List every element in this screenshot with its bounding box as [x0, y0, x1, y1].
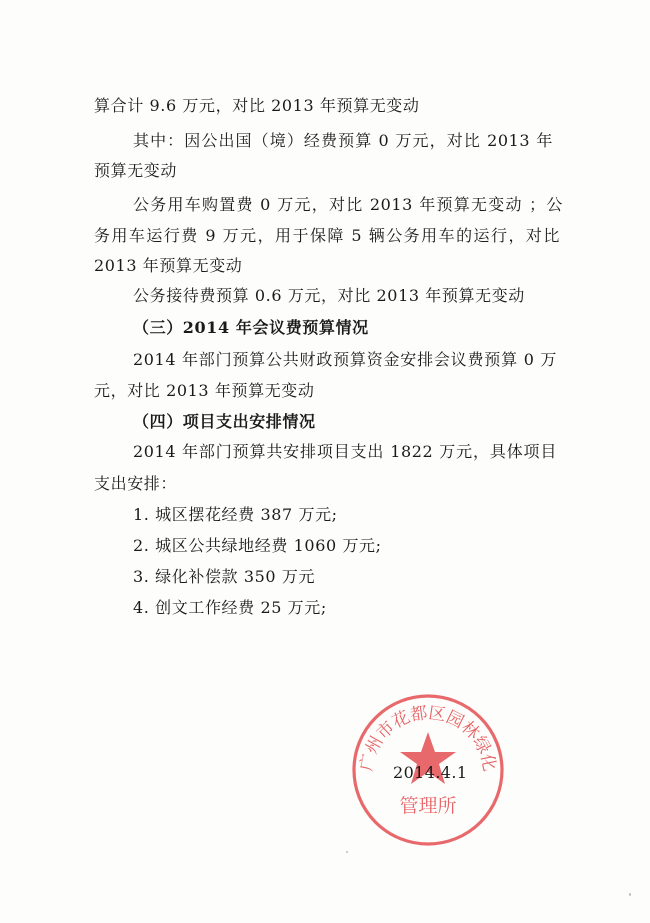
seal-center-text: 管理所: [399, 795, 457, 817]
text-line-1: 算合计 9.6 万元，对比 2013 年预算无变动: [94, 96, 420, 115]
text-line-6: 2013 年预算无变动: [94, 256, 243, 275]
text-line-2: 其中：因公出国（境）经费预算 0 万元，对比 2013 年: [133, 131, 553, 150]
section-heading-3: （三）2014 年会议费预算情况: [133, 318, 369, 337]
section-heading-4: （四）项目支出安排情况: [133, 412, 316, 431]
list-item-4: 4. 创文工作经费 25 万元;: [133, 598, 327, 617]
scan-speck: [629, 893, 631, 896]
text-line-3: 预算无变动: [94, 161, 178, 180]
text-line-10: 元，对比 2013 年预算无变动: [94, 381, 315, 400]
document-date: 2014.4.1: [393, 763, 468, 782]
text-line-12: 2014 年部门预算共安排项目支出 1822 万元，具体项目: [133, 442, 557, 461]
scan-speck: [346, 851, 348, 853]
text-line-5: 务用车运行费 9 万元，用于保障 5 辆公务用车的运行，对比: [94, 226, 560, 245]
seal-arc-text: 广州市花都区园林绿化: [356, 703, 500, 773]
list-item-2: 2. 城区公共绿地经费 1060 万元;: [133, 536, 382, 555]
list-item-3: 3. 绿化补偿款 350 万元: [133, 567, 316, 586]
list-item-1: 1. 城区摆花经费 387 万元;: [133, 505, 338, 524]
text-line-4: 公务用车购置费 0 万元，对比 2013 年预算无变动 ；公: [133, 195, 563, 214]
text-line-13: 支出安排：: [94, 474, 178, 493]
text-line-7: 公务接待费预算 0.6 万元，对比 2013 年预算无变动: [133, 286, 525, 305]
text-line-9: 2014 年部门预算公共财政预算资金安排会议费预算 0 万: [133, 350, 557, 369]
